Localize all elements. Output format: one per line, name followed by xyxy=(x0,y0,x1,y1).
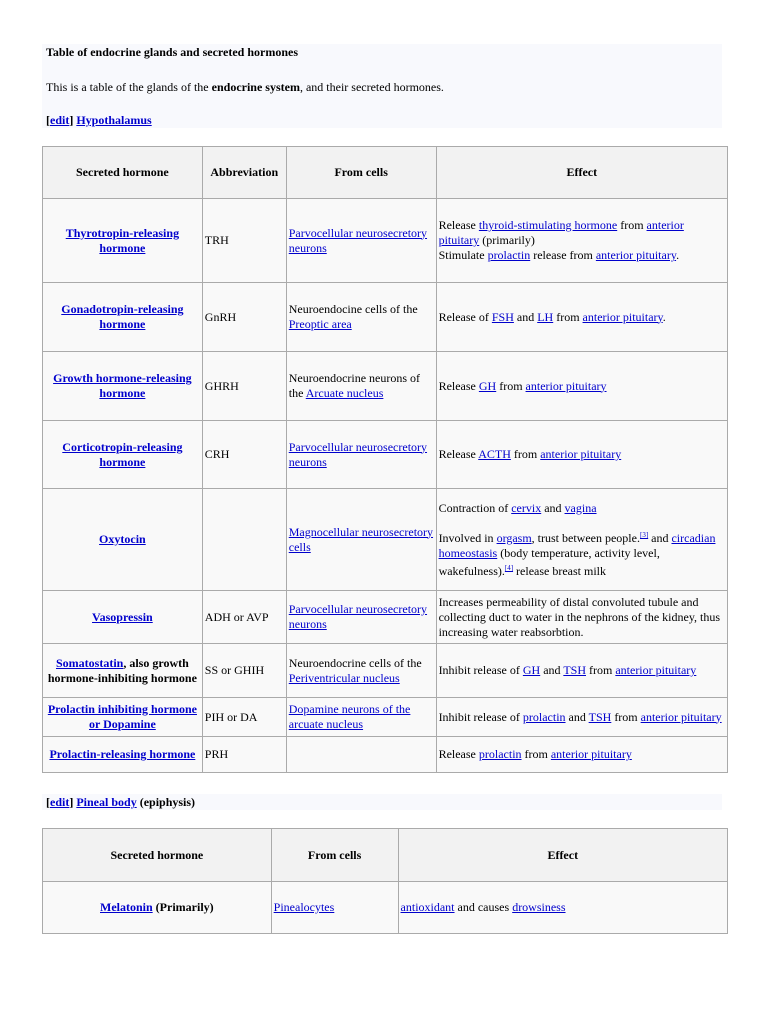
effect-cell: Release thyroid-stimulating hormone from anterior pituitary (primarily) Stimulate prolactin release from anterior pituitary. xyxy=(436,199,727,283)
edit-link[interactable]: edit xyxy=(50,113,70,127)
hormone-link[interactable]: Prolactin inhibiting hormone or Dopamine xyxy=(47,702,197,731)
effect-cell: Contraction of cervix and vagina Involved in orgasm, trust between people.[3] and circadian homeostasis (body temperature, activity level, wakefulness).[4] release breast milk xyxy=(436,489,727,591)
abbr-cell: GnRH xyxy=(202,283,286,352)
section-heading-pineal: [edit] Pineal body (epiphysis) xyxy=(46,795,196,809)
hormone-link[interactable]: Vasopressin xyxy=(92,609,153,624)
table-header-row xyxy=(43,147,728,199)
col-header: From cells xyxy=(271,829,398,882)
effect-link[interactable]: anterior pituitary xyxy=(640,709,722,724)
hypothalamus-table xyxy=(42,146,728,773)
section-link-hypothalamus[interactable]: Hypothalamus xyxy=(76,113,152,127)
effect-link[interactable]: TSH xyxy=(588,709,612,724)
effect-link[interactable]: thyroid-stimulating hormone xyxy=(478,218,618,232)
effect-cell: Increases permeability of distal convoluted tubule and collecting duct to water in the nephrons of the kidney, thus increasing water reabsorbtion. xyxy=(436,591,727,644)
hormone-link[interactable]: Gonadotropin-releasing hormone xyxy=(61,302,184,331)
intro-text xyxy=(46,80,444,95)
abbr-cell: TRH xyxy=(202,199,286,283)
effect-link[interactable]: anterior pituitary xyxy=(438,218,684,247)
effect-link[interactable]: antioxidant xyxy=(400,900,455,914)
abbr-cell: PRH xyxy=(202,737,286,773)
hormone-cell: Melatonin (Primarily) xyxy=(43,882,272,934)
effect-link[interactable]: GH xyxy=(522,663,541,677)
intro-bold: endocrine system xyxy=(211,80,300,94)
table-header-row xyxy=(43,829,728,882)
effect-link[interactable]: prolactin xyxy=(522,709,566,724)
effect-link[interactable]: anterior pituitary xyxy=(582,309,663,324)
hormone-cell: Somatostatin, also growth hormone-inhibiting hormone xyxy=(43,644,203,698)
table-row xyxy=(43,737,728,773)
intro-pre: This is a table of the glands of the xyxy=(46,80,212,94)
col-header: From cells xyxy=(286,147,436,199)
abbr-cell: ADH or AVP xyxy=(202,591,286,644)
cells-link[interactable]: Parvocellular neurosecretory neurons xyxy=(288,439,428,469)
effect-link[interactable]: GH xyxy=(478,378,497,393)
col-header: Abbreviation xyxy=(202,147,286,199)
cells-link[interactable]: Preoptic area xyxy=(288,317,352,331)
effect-link[interactable]: FSH xyxy=(491,309,514,324)
page-title: Table of endocrine glands and secreted hormones xyxy=(46,45,299,59)
section-link-pineal[interactable]: Pineal body xyxy=(76,795,137,809)
cells-cell: Neuroendocrine neurons of the Arcuate nucleus xyxy=(286,352,436,421)
effect-link[interactable]: cervix xyxy=(511,500,542,515)
edit-link[interactable]: edit xyxy=(50,795,70,809)
cells-link[interactable]: Parvocellular neurosecretory neurons xyxy=(288,225,428,255)
effect-cell: Release prolactin from anterior pituitary xyxy=(436,737,727,773)
effect-link[interactable]: vagina xyxy=(564,500,597,515)
abbr-cell: PIH or DA xyxy=(202,698,286,737)
col-header: Effect xyxy=(398,829,727,882)
citation-link[interactable]: [3] xyxy=(639,530,649,539)
effect-link[interactable]: drowsiness xyxy=(512,900,566,914)
effect-cell: Release GH from anterior pituitary xyxy=(436,352,727,421)
effect-link[interactable]: prolactin xyxy=(478,747,522,761)
effect-cell: antioxidant and causes drowsiness xyxy=(398,882,727,934)
effect-link[interactable]: anterior pituitary xyxy=(595,248,677,262)
table-row xyxy=(43,283,728,352)
pineal-table xyxy=(42,828,728,934)
table-row xyxy=(43,882,728,934)
effect-link[interactable]: LH xyxy=(537,309,554,324)
table-row xyxy=(43,352,728,421)
abbr-cell xyxy=(202,489,286,591)
hormone-link[interactable]: Somatostatin xyxy=(55,655,124,670)
table-row xyxy=(43,698,728,737)
hormone-link[interactable]: Melatonin xyxy=(100,900,153,914)
effect-cell: Release ACTH from anterior pituitary xyxy=(436,421,727,489)
table-row xyxy=(43,199,728,283)
effect-link[interactable]: TSH xyxy=(563,663,586,677)
table-row xyxy=(43,644,728,698)
col-header: Secreted hormone xyxy=(43,147,203,199)
section-heading-hypothalamus: [edit] Hypothalamus xyxy=(46,113,152,127)
cells-cell xyxy=(286,737,436,773)
effect-link[interactable]: anterior pituitary xyxy=(540,447,622,461)
intro-post: , and their secreted hormones. xyxy=(299,80,444,94)
effect-cell: Release of FSH and LH from anterior pituitary. xyxy=(436,283,727,352)
cells-link[interactable]: Periventricular nucleus xyxy=(288,670,400,685)
table-row xyxy=(43,489,728,591)
abbr-cell: SS or GHIH xyxy=(202,644,286,698)
abbr-cell: CRH xyxy=(202,421,286,489)
effect-link[interactable]: orgasm xyxy=(496,530,532,545)
table-row xyxy=(43,591,728,644)
cells-cell: Neuroendocine cells of the Preoptic area xyxy=(286,283,436,352)
cells-cell: Neuroendocrine cells of the Periventricular nucleus xyxy=(286,644,436,698)
cells-link[interactable]: Parvocellular neurosecretory neurons xyxy=(288,602,428,631)
cells-link[interactable]: Pinealocytes xyxy=(273,900,335,914)
hormone-link[interactable]: Thyrotropin-releasing hormone xyxy=(65,225,180,255)
cells-link[interactable]: Magnocellular neurosecretory cells xyxy=(288,524,434,554)
col-header: Secreted hormone xyxy=(43,829,272,882)
hormone-link[interactable]: Prolactin-releasing hormone xyxy=(49,747,196,761)
cells-link[interactable]: Dopamine neurons of the arcuate nucleus xyxy=(288,702,411,731)
col-header: Effect xyxy=(436,147,727,199)
hormone-link[interactable]: Oxytocin xyxy=(99,532,146,546)
cells-link[interactable]: Arcuate nucleus xyxy=(305,386,384,400)
table-row xyxy=(43,421,728,489)
effect-cell: Inhibit release of prolactin and TSH from anterior pituitary xyxy=(436,698,727,737)
effect-link[interactable]: ACTH xyxy=(478,447,511,461)
effect-link[interactable]: anterior pituitary xyxy=(550,747,632,761)
hormone-link[interactable]: Corticotropin-releasing hormone xyxy=(62,439,183,469)
effect-link[interactable]: anterior pituitary xyxy=(615,663,697,677)
effect-cell: Inhibit release of GH and TSH from anterior pituitary xyxy=(436,644,727,698)
effect-link[interactable]: prolactin xyxy=(487,248,531,262)
hormone-link[interactable]: Growth hormone-releasing hormone xyxy=(53,371,192,400)
abbr-cell: GHRH xyxy=(202,352,286,421)
effect-link[interactable]: anterior pituitary xyxy=(525,378,607,393)
effect-link[interactable]: circadian homeostasis xyxy=(438,530,716,560)
citation-link[interactable]: [4] xyxy=(504,563,514,572)
